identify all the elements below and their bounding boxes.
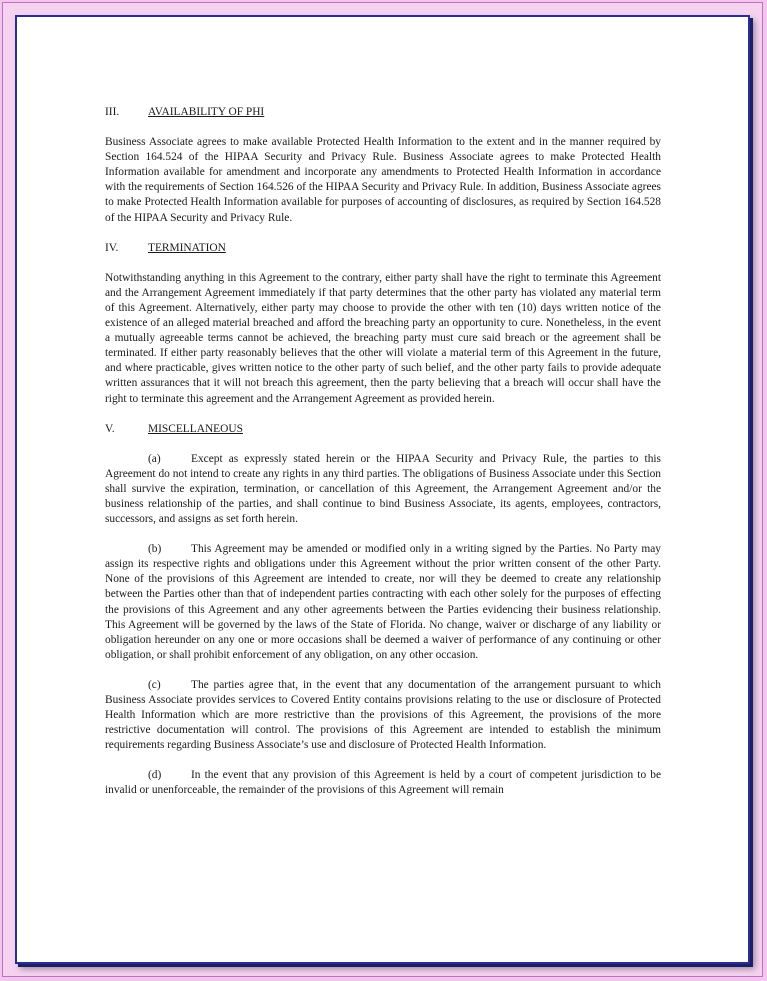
section-number: V. bbox=[105, 422, 115, 435]
section-body-availability: Business Associate agrees to make available Protected Health Information to the extent and in the manner required by Section 164.524 of the HIPAA Security and Privacy Rule. Business Associate agrees to make Protected Health Information available for amendment and incorporate any amendments to Protected Health Information in accordance with the requirements of Section 164.526 of the HIPAA Security and Privacy Rule. In addition, Business Associate agrees to make Protected Health Information available for purposes of accounting of disclosures, as required by Section 164.528 of the HIPAA Security and Privacy Rule. bbox=[105, 136, 661, 224]
item-text: Except as expressly stated herein or the HIPAA Security and Privacy Rule, the parties to this Agreement do not intend to create any rights in any third parties. The obligations of Business Associate under this Section shall survive the expiration, termination, or cancellation of this Agreement, the Arrangement Agreement and/or the business relationship of the parties, and shall continue to bind Business Associate, its agents, employees, contractors, successors, and assigns as set forth herein. bbox=[105, 452, 661, 526]
section-title: AVAILABILITY OF PHI bbox=[148, 106, 265, 118]
item-label: (a) bbox=[148, 452, 161, 465]
item-label: (d) bbox=[148, 769, 162, 782]
misc-item-d bbox=[105, 768, 661, 798]
section-title: TERMINATION bbox=[148, 241, 226, 254]
section-heading-availability bbox=[105, 105, 661, 120]
item-label: (c) bbox=[148, 678, 161, 691]
item-text: This Agreement may be amended or modified only in a writing signed by the Parties. No Party may assign its respective rights and obligations under this Agreement without the prior written consent of the other Party. None of the provisions of this Agreement are intended to create, nor will they be deemed to create any relationship between the Parties other than that of independent parties contracting with each other solely for the purposes of effecting the provisions of this Agreement and any other agreements between the Parties evidencing their business relationship. This Agreement will be governed by the laws of the State of Florida. No change, waiver or discharge of any liability or obligation hereunder on any one or more occasions shall be deemed a waiver of performance of any continuing or other obligation, or shall prohibit enforcement of any obligation, on any other occasion. bbox=[105, 543, 661, 661]
misc-item-c bbox=[105, 678, 661, 753]
document-page bbox=[15, 15, 750, 964]
section-heading-miscellaneous bbox=[105, 422, 661, 437]
item-text: In the event that any provision of this Agreement is held by a court of competent jurisdiction to be invalid or unenforceable, the remainder of the provisions of this Agreement will remain bbox=[105, 769, 661, 797]
section-number: III. bbox=[105, 106, 120, 118]
section-body-termination: Notwithstanding anything in this Agreement to the contrary, either party shall have the right to terminate this Agreement and the Arrangement Agreement immediately if that party determines that the other party has violated any material term of this Agreement. Alternatively, either party may choose to provide the other with ten (10) days written notice of the existence of an alleged material breached and afford the breaching party an opportunity to cure. Nonetheless, in the event a mutually agreeable terms cannot be achieved, the breaching party must cure said breach or the agreement shall be terminated. If either party reasonably believes that the other will violate a material term of this Agreement in the future, and where practicable, gives written notice to the other party of such belief, and the other party fails to provide adequate written assurances that it will not breach this agreement, then the party believing that a breach will occur shall have the right to terminate this agreement and the Arrangement Agreement as provided herein. bbox=[105, 271, 661, 405]
misc-item-b bbox=[105, 542, 661, 663]
item-label: (b) bbox=[148, 543, 162, 556]
section-title: MISCELLANEOUS bbox=[148, 422, 243, 435]
misc-item-a bbox=[105, 452, 661, 527]
item-text: The parties agree that, in the event that any documentation of the arrangement pursuant to which Business Associate provides services to Covered Entity contains provisions relating to the use or disclosure of Protected Health Information which are more restrictive than the provisions of this Agreement, the provisions of the more restrictive documentation will control. The provisions of this Agreement are intended to establish the minimum requirements regarding Business Associate’s use and disclosure of Protected Health Information. bbox=[105, 678, 661, 752]
section-heading-termination bbox=[105, 241, 661, 256]
document-content bbox=[105, 105, 661, 814]
section-number: IV. bbox=[105, 241, 119, 254]
